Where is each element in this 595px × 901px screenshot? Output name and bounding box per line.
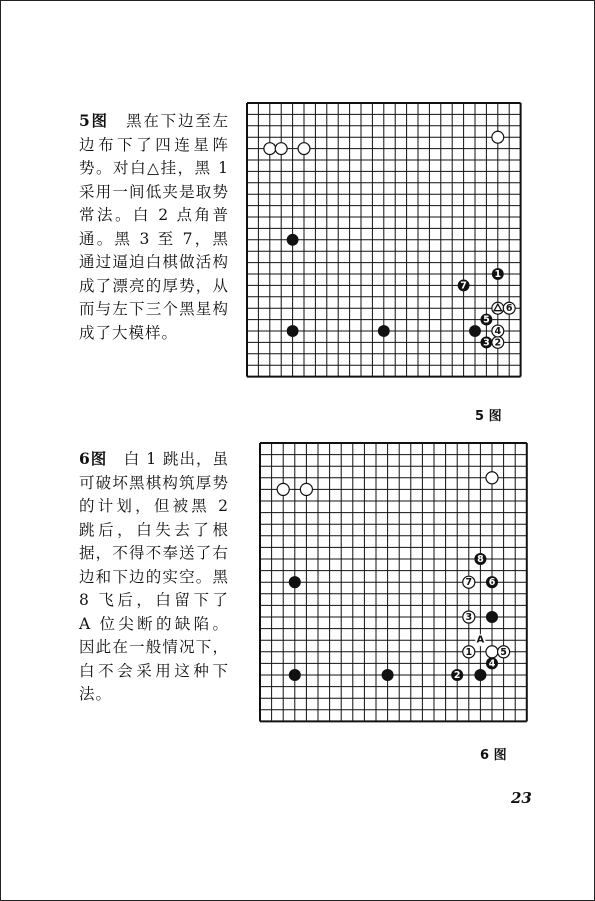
move-number: 4 bbox=[494, 326, 502, 337]
move-number: 5 bbox=[483, 314, 490, 326]
white-stone bbox=[264, 143, 276, 155]
move-number: 1 bbox=[494, 269, 502, 280]
position-letter: A bbox=[476, 634, 485, 646]
figure5-text-b: 挂，黑 1 采用一间低夹是取势常法。白 2 点角普通。黑 3 至 7，黑通过逼迫白棋做活构成了漂亮的厚势，从而与左下三个黑星构成了大模样。 bbox=[79, 159, 229, 342]
black-stone bbox=[289, 576, 301, 588]
white-stone bbox=[300, 483, 312, 495]
move-number: 8 bbox=[477, 554, 484, 565]
black-stone bbox=[287, 234, 299, 246]
white-stone bbox=[492, 131, 504, 143]
white-stone bbox=[275, 143, 287, 155]
figure6-text: 白 1 跳出，虽可破坏黑棋构筑厚势的计划，但被黑 2 跳后，白失去了根据，不得不奉送了右边和下边的实空。黑 8 飞后，白留下了 A 位尖断的缺陷。因此在一般情况下，白不会采用这种下法。 bbox=[79, 450, 230, 703]
white-stone bbox=[277, 483, 289, 495]
move-number: 2 bbox=[494, 337, 502, 349]
go-board-figure6 bbox=[254, 437, 536, 731]
triangle-marker-icon: △ bbox=[147, 159, 161, 177]
figure6-caption: 6 图 bbox=[480, 748, 507, 763]
move-number: 5 bbox=[500, 646, 507, 658]
move-number: 2 bbox=[453, 670, 461, 681]
black-stone bbox=[287, 325, 299, 337]
move-number: 1 bbox=[465, 646, 473, 658]
move-number: 7 bbox=[460, 280, 467, 292]
black-stone bbox=[486, 611, 498, 623]
figure5-paragraph bbox=[79, 109, 229, 345]
black-stone bbox=[474, 669, 486, 681]
white-stone bbox=[486, 646, 498, 658]
black-stone bbox=[382, 669, 394, 681]
move-number: 6 bbox=[505, 303, 513, 315]
move-number: 4 bbox=[488, 658, 496, 670]
black-stone bbox=[378, 325, 390, 337]
white-stone bbox=[298, 143, 310, 155]
go-board-figure5 bbox=[241, 97, 527, 393]
figure5-text-a: 黑在下边至左边布下了四连星阵势。对白 bbox=[79, 112, 229, 177]
move-number: 3 bbox=[465, 612, 473, 623]
move-number: 3 bbox=[483, 337, 490, 349]
move-number: 7 bbox=[465, 577, 473, 589]
figure5-caption: 5 图 bbox=[475, 409, 502, 424]
figure6-lead: 6图 bbox=[79, 449, 108, 468]
figure5-lead: 5图 bbox=[79, 111, 109, 130]
page-number: 23 bbox=[511, 789, 532, 807]
white-stone bbox=[486, 472, 498, 484]
black-stone bbox=[289, 669, 301, 681]
move-number: 6 bbox=[488, 577, 496, 589]
figure6-paragraph bbox=[79, 447, 229, 707]
black-stone bbox=[469, 325, 481, 337]
